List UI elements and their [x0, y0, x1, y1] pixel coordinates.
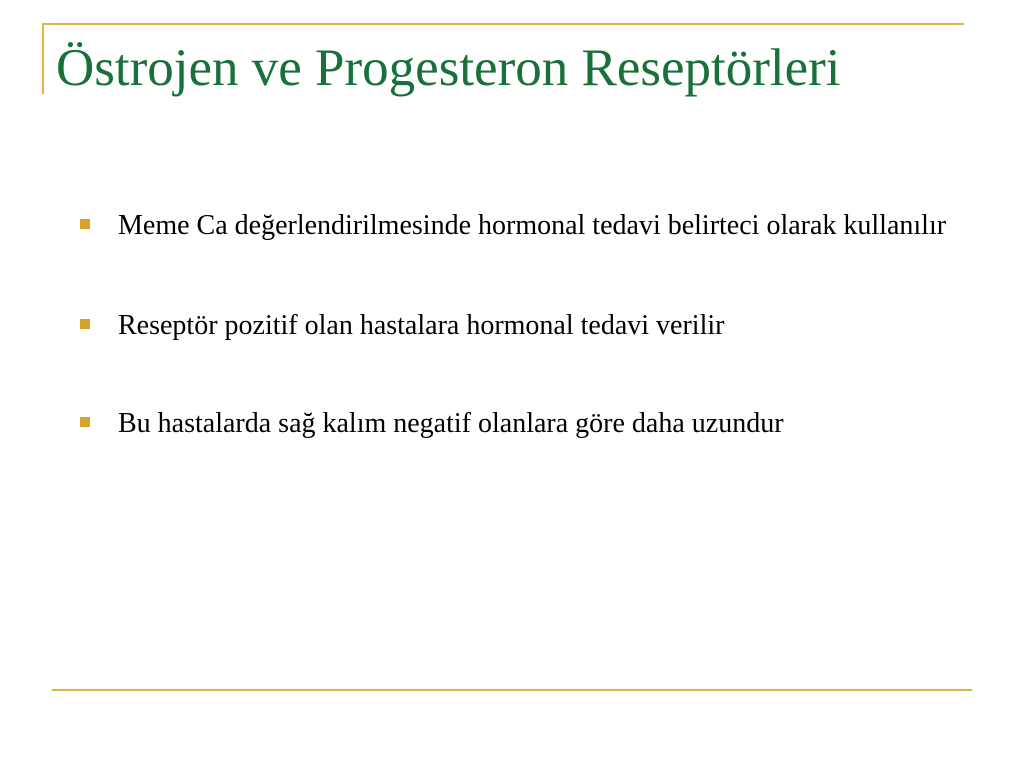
bullet-text: Bu hastalarda sağ kalım negatif olanlara göre daha uzundur: [118, 408, 784, 439]
bullet-item: [80, 302, 950, 350]
title-frame-left-rule: [42, 23, 44, 94]
bullet-text: Reseptör pozitif olan hastalara hormonal tedavi verilir: [118, 310, 725, 341]
title-frame-top-rule: [42, 23, 964, 25]
bullet-item: [80, 202, 950, 250]
bullet-text: Meme Ca değerlendirilmesinde hormonal tedavi belirteci olarak kullanılır: [118, 210, 947, 241]
bullet-item: [80, 400, 950, 448]
square-bullet-icon: [80, 417, 90, 427]
bullet-list: [80, 202, 950, 500]
slide-title: Östrojen ve Progesteron Reseptörleri: [56, 39, 841, 97]
footer-rule: [52, 689, 972, 691]
square-bullet-icon: [80, 219, 90, 229]
square-bullet-icon: [80, 319, 90, 329]
